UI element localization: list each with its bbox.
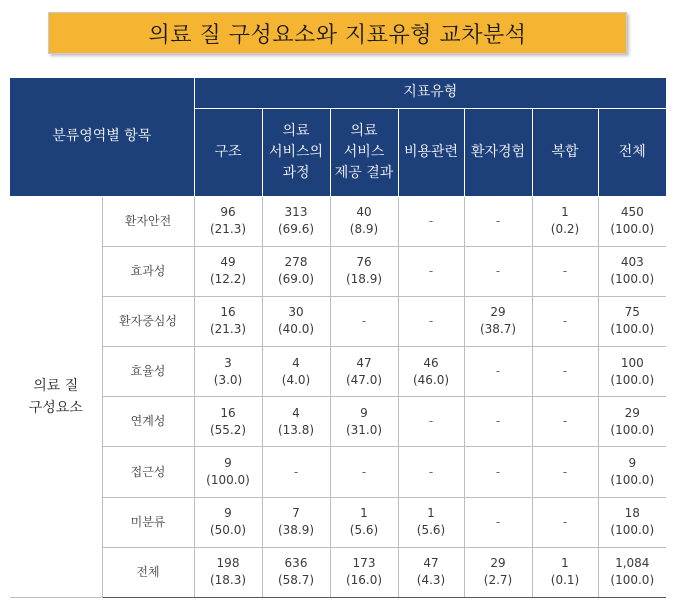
column-header-line: 의료 — [350, 122, 378, 139]
cell-value: - — [293, 464, 299, 479]
cell-value: - — [495, 213, 501, 228]
column-header — [598, 108, 666, 196]
cell-value: (100.0) — [610, 272, 655, 287]
cell-value: - — [562, 263, 568, 278]
table-cell — [398, 447, 464, 497]
table-cell — [532, 246, 598, 296]
table-cell — [464, 196, 532, 246]
cell-value: (58.7) — [277, 573, 315, 588]
table-cell — [532, 447, 598, 497]
cell-value: (100.0) — [610, 222, 655, 237]
cell-value: (21.3) — [209, 222, 247, 237]
cell-value: (100.0) — [610, 473, 655, 488]
table-cell — [398, 497, 464, 547]
cell-value: (4.3) — [416, 573, 446, 588]
table-row — [10, 196, 666, 246]
table-cell — [532, 547, 598, 597]
cell-value: (100.0) — [610, 573, 655, 588]
table-cell — [464, 347, 532, 397]
cell-value: (47.0) — [345, 372, 383, 387]
table-cell — [262, 246, 330, 296]
column-header — [330, 108, 398, 196]
cell-value: - — [562, 364, 568, 379]
cell-value: (100.0) — [610, 422, 655, 437]
cell-value: 4 — [292, 355, 300, 370]
column-header-line: 과정 — [282, 164, 310, 181]
cell-value: (40.0) — [277, 322, 315, 337]
cell-value: 1 — [360, 506, 368, 521]
table-cell — [598, 347, 666, 397]
cell-value: 3 — [224, 355, 232, 370]
table-cell — [464, 246, 532, 296]
cell-value: 47 — [356, 355, 372, 370]
table-cell — [330, 196, 398, 246]
table-cell — [398, 296, 464, 346]
cell-value: - — [562, 313, 568, 328]
table-cell — [330, 296, 398, 346]
table-cell — [532, 497, 598, 547]
group-label-line: 구성요소 — [28, 399, 83, 416]
table-cell — [464, 296, 532, 346]
cell-value: 1,084 — [615, 556, 650, 571]
row-label: 환자중심성 — [102, 296, 194, 346]
table-cell — [398, 196, 464, 246]
cross-analysis-table — [10, 78, 666, 598]
column-header — [464, 108, 532, 196]
cell-value: 278 — [284, 255, 308, 270]
cell-value: (38.7) — [479, 322, 517, 337]
table-cell — [598, 447, 666, 497]
table-cell — [398, 347, 464, 397]
cell-value: 100 — [620, 355, 644, 370]
cell-value: 403 — [620, 255, 644, 270]
cell-value: 9 — [628, 456, 637, 471]
table-cell — [262, 196, 330, 246]
table-cell — [532, 196, 598, 246]
cell-value: (100.0) — [610, 372, 655, 387]
table-cell — [194, 347, 262, 397]
table-cell — [262, 347, 330, 397]
cell-value: 4 — [292, 405, 300, 420]
cell-value: 40 — [356, 205, 372, 220]
column-header — [262, 108, 330, 196]
column-header-line: 의료 — [282, 122, 310, 139]
table-row — [10, 547, 666, 597]
group-label — [10, 196, 102, 598]
table-cell — [194, 296, 262, 346]
table-cell — [598, 246, 666, 296]
cell-value: 173 — [352, 556, 376, 571]
table-row — [10, 296, 666, 346]
column-header-line: 제공 결과 — [334, 164, 394, 181]
cell-value: 7 — [292, 506, 300, 521]
cell-value: (55.2) — [209, 422, 247, 437]
table-cell — [194, 246, 262, 296]
table-cell — [330, 246, 398, 296]
cell-value: (18.9) — [345, 272, 383, 287]
column-header-line: 비용관련 — [403, 143, 459, 160]
cell-value: (5.6) — [349, 523, 379, 538]
cell-value: (18.3) — [209, 573, 247, 588]
row-label: 연계성 — [102, 397, 194, 447]
cell-value: 313 — [284, 205, 308, 220]
cell-value: 636 — [284, 556, 308, 571]
cell-value: - — [495, 514, 501, 529]
cell-value: - — [562, 514, 568, 529]
cell-value: (0.1) — [550, 573, 580, 588]
cell-value: 9 — [224, 506, 232, 521]
table-cell — [194, 497, 262, 547]
cell-value: (100.0) — [206, 473, 250, 488]
table-cell — [532, 296, 598, 346]
cell-value: 9 — [360, 405, 368, 420]
table-cell — [464, 397, 532, 447]
table-cell — [598, 397, 666, 447]
cell-value: (8.9) — [349, 222, 379, 237]
cell-value: - — [428, 213, 434, 228]
cell-value: 46 — [423, 355, 439, 370]
table-cell — [194, 447, 262, 497]
cell-value: 29 — [490, 305, 506, 320]
cell-value: - — [428, 464, 434, 479]
cell-value: 9 — [224, 456, 232, 471]
table-row — [10, 397, 666, 447]
cell-value: 29 — [490, 556, 506, 571]
table-cell — [330, 447, 398, 497]
cell-value: 1 — [427, 506, 435, 521]
cell-value: (13.8) — [277, 422, 315, 437]
row-header: 분류영역별 항목 — [10, 78, 194, 196]
table-cell — [262, 296, 330, 346]
cell-value: 29 — [624, 405, 640, 420]
cell-value: - — [428, 313, 434, 328]
cell-value: 49 — [220, 255, 236, 270]
cell-value: (100.0) — [610, 523, 655, 538]
table-cell — [464, 447, 532, 497]
table-cell — [398, 547, 464, 597]
cell-value: 198 — [216, 556, 240, 571]
cell-value: - — [495, 364, 501, 379]
cell-value: - — [562, 414, 568, 429]
table-cell — [262, 397, 330, 447]
cell-value: (5.6) — [416, 523, 446, 538]
cell-value: 1 — [561, 556, 569, 571]
table-cell — [330, 397, 398, 447]
cell-value: - — [361, 464, 367, 479]
table-cell — [330, 497, 398, 547]
cell-value: - — [495, 263, 501, 278]
cell-value: 47 — [423, 556, 439, 571]
cell-value: (0.2) — [550, 222, 580, 237]
group-header: 지표유형 — [194, 78, 666, 108]
row-label: 환자안전 — [102, 196, 194, 246]
table-cell — [398, 397, 464, 447]
cell-value: 96 — [220, 205, 236, 220]
cell-value: - — [428, 414, 434, 429]
table-cell — [262, 447, 330, 497]
cell-value: - — [428, 263, 434, 278]
row-label: 접근성 — [102, 447, 194, 497]
table-cell — [194, 547, 262, 597]
column-header-line: 구조 — [214, 143, 242, 160]
column-header — [194, 108, 262, 196]
table-cell — [330, 547, 398, 597]
cell-value: (69.6) — [277, 222, 315, 237]
table-cell — [598, 296, 666, 346]
cell-value: 18 — [624, 506, 640, 521]
cell-value: (12.2) — [209, 272, 247, 287]
table-cell — [194, 397, 262, 447]
table-cell — [398, 246, 464, 296]
row-label: 효과성 — [102, 246, 194, 296]
cell-value: (3.0) — [213, 372, 243, 387]
column-header-line: 서비스 — [343, 143, 385, 160]
table-row — [10, 246, 666, 296]
cell-value: (2.7) — [483, 573, 513, 588]
table-cell — [464, 497, 532, 547]
table-cell — [262, 497, 330, 547]
cell-value: (69.0) — [277, 272, 315, 287]
page-title: 의료 질 구성요소와 지표유형 교차분석 — [48, 12, 627, 54]
table-cell — [464, 547, 532, 597]
table-cell — [532, 397, 598, 447]
cell-value: (31.0) — [345, 422, 383, 437]
cell-value: 16 — [220, 305, 236, 320]
table-cell — [598, 196, 666, 246]
cell-value: (100.0) — [610, 322, 655, 337]
cell-value: (50.0) — [209, 523, 247, 538]
table-cell — [598, 547, 666, 597]
table-cell — [330, 347, 398, 397]
cell-value: - — [562, 464, 568, 479]
cell-value: (46.0) — [412, 372, 450, 387]
column-header — [398, 108, 464, 196]
table-row — [10, 497, 666, 547]
column-header-line: 서비스의 — [268, 143, 324, 160]
column-header-line: 복합 — [551, 143, 579, 160]
cell-value: 450 — [620, 205, 644, 220]
cell-value: (16.0) — [345, 573, 383, 588]
column-header — [532, 108, 598, 196]
cell-value: (38.9) — [277, 523, 315, 538]
row-label: 효율성 — [102, 347, 194, 397]
cell-value: 76 — [356, 255, 372, 270]
cell-value: (21.3) — [209, 322, 247, 337]
table-cell — [532, 347, 598, 397]
cell-value: - — [495, 464, 501, 479]
cell-value: - — [361, 313, 367, 328]
table-cell — [598, 497, 666, 547]
cell-value: 30 — [288, 305, 304, 320]
table-row — [10, 447, 666, 497]
cell-value: - — [495, 414, 501, 429]
table-body — [10, 196, 666, 598]
column-header-line: 전체 — [618, 143, 646, 160]
cell-value: 16 — [220, 405, 236, 420]
cell-value: (4.0) — [281, 372, 311, 387]
group-label-line: 의료 질 — [33, 377, 79, 394]
row-label: 전체 — [102, 547, 194, 597]
table-row — [10, 347, 666, 397]
table-cell — [262, 547, 330, 597]
cell-value: 1 — [561, 205, 569, 220]
row-label: 미분류 — [102, 497, 194, 547]
table-cell — [194, 196, 262, 246]
cell-value: 75 — [624, 305, 640, 320]
column-header-line: 환자경험 — [470, 143, 526, 160]
